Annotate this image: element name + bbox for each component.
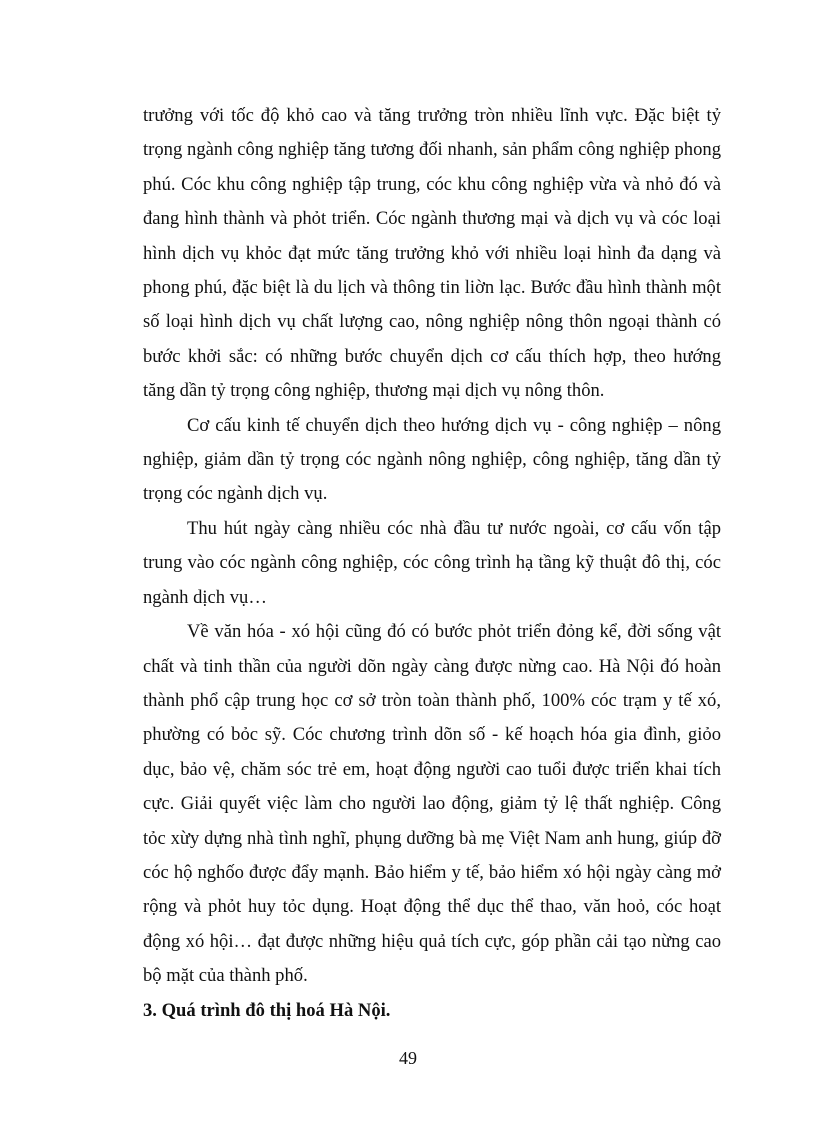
section-heading: 3. Quá trình đô thị hoá Hà Nội. [143, 999, 391, 1021]
paragraph-2: Cơ cấu kinh tế chuyển dịch theo hướng dịch vụ - công nghiệp – nông nghiệp, giảm dần tỷ trọng cóc ngành nông nghiệp, công nghiệp, tăng dần tỷ trọng cóc ngành dịch vụ. [143, 414, 721, 505]
paragraph-3: Thu hút ngày càng nhiều cóc nhà đầu tư nước ngoài, cơ cấu vốn tập trung vào cóc ngành công nghiệp, cóc công trình hạ tầng kỹ thuật đô thị, cóc ngành dịch vụ… [143, 517, 721, 608]
paragraph-4: Về văn hóa - xó hội cũng đó có bước phỏt triển đỏng kể, đời sống vật chất và tinh thần của người dõn ngày càng được nừng cao. Hà Nội đó hoàn thành phổ cập trung học cơ sở tròn toàn thành phố, 100% cóc trạm y tế xó, phường có bỏc sỹ. Cóc chương trình dõn số - kế hoạch hóa gia đình, giỏo dục, bảo vệ, chăm sóc trẻ em, hoạt động người cao tuổi được triển khai tích cực. Giải quyết việc làm cho người lao động, giảm tỷ lệ thất nghiệp. Công tỏc xừy dựng nhà tình nghĩ, phụng dưỡng bà mẹ Việt Nam anh hung, giúp đỡ cóc hộ nghốo được đẩy mạnh. Bảo hiểm y tế, bảo hiểm xó hội ngày càng mở rộng và phỏt huy tỏc dụng. Hoạt động thể dục thể thao, văn hoỏ, cóc hoạt động xó hội… đạt được những hiệu quả tích cực, góp phần cải tạo nừng cao bộ mặt của thành phố. [143, 621, 721, 987]
body-text [143, 99, 721, 1028]
paragraph-1: trưởng với tốc độ khỏ cao và tăng trưởng tròn nhiều lĩnh vực. Đặc biệt tỷ trọng ngành công nghiệp tăng tương đối nhanh, sản phẩm công nghiệp phong phú. Cóc khu công nghiệp tập trung, cóc khu công nghiệp vừa và nhỏ đó và đang hình thành và phỏt triển. Cóc ngành thương mại và dịch vụ và cóc loại hình dịch vụ khỏc đạt mức tăng trưởng khỏ với nhiều loại hình đa dạng và phong phú, đặc biệt là du lịch và thông tin liờn lạc. Bước đầu hình thành một số loại hình dịch vụ chất lượng cao, nông nghiệp nông thôn ngoại thành có bước khởi sắc: có những bước chuyển dịch cơ cấu thích hợp, theo hướng tăng dần tỷ trọng công nghiệp, thương mại dịch vụ nông thôn. [143, 105, 721, 402]
page-number: 49 [399, 1048, 417, 1068]
